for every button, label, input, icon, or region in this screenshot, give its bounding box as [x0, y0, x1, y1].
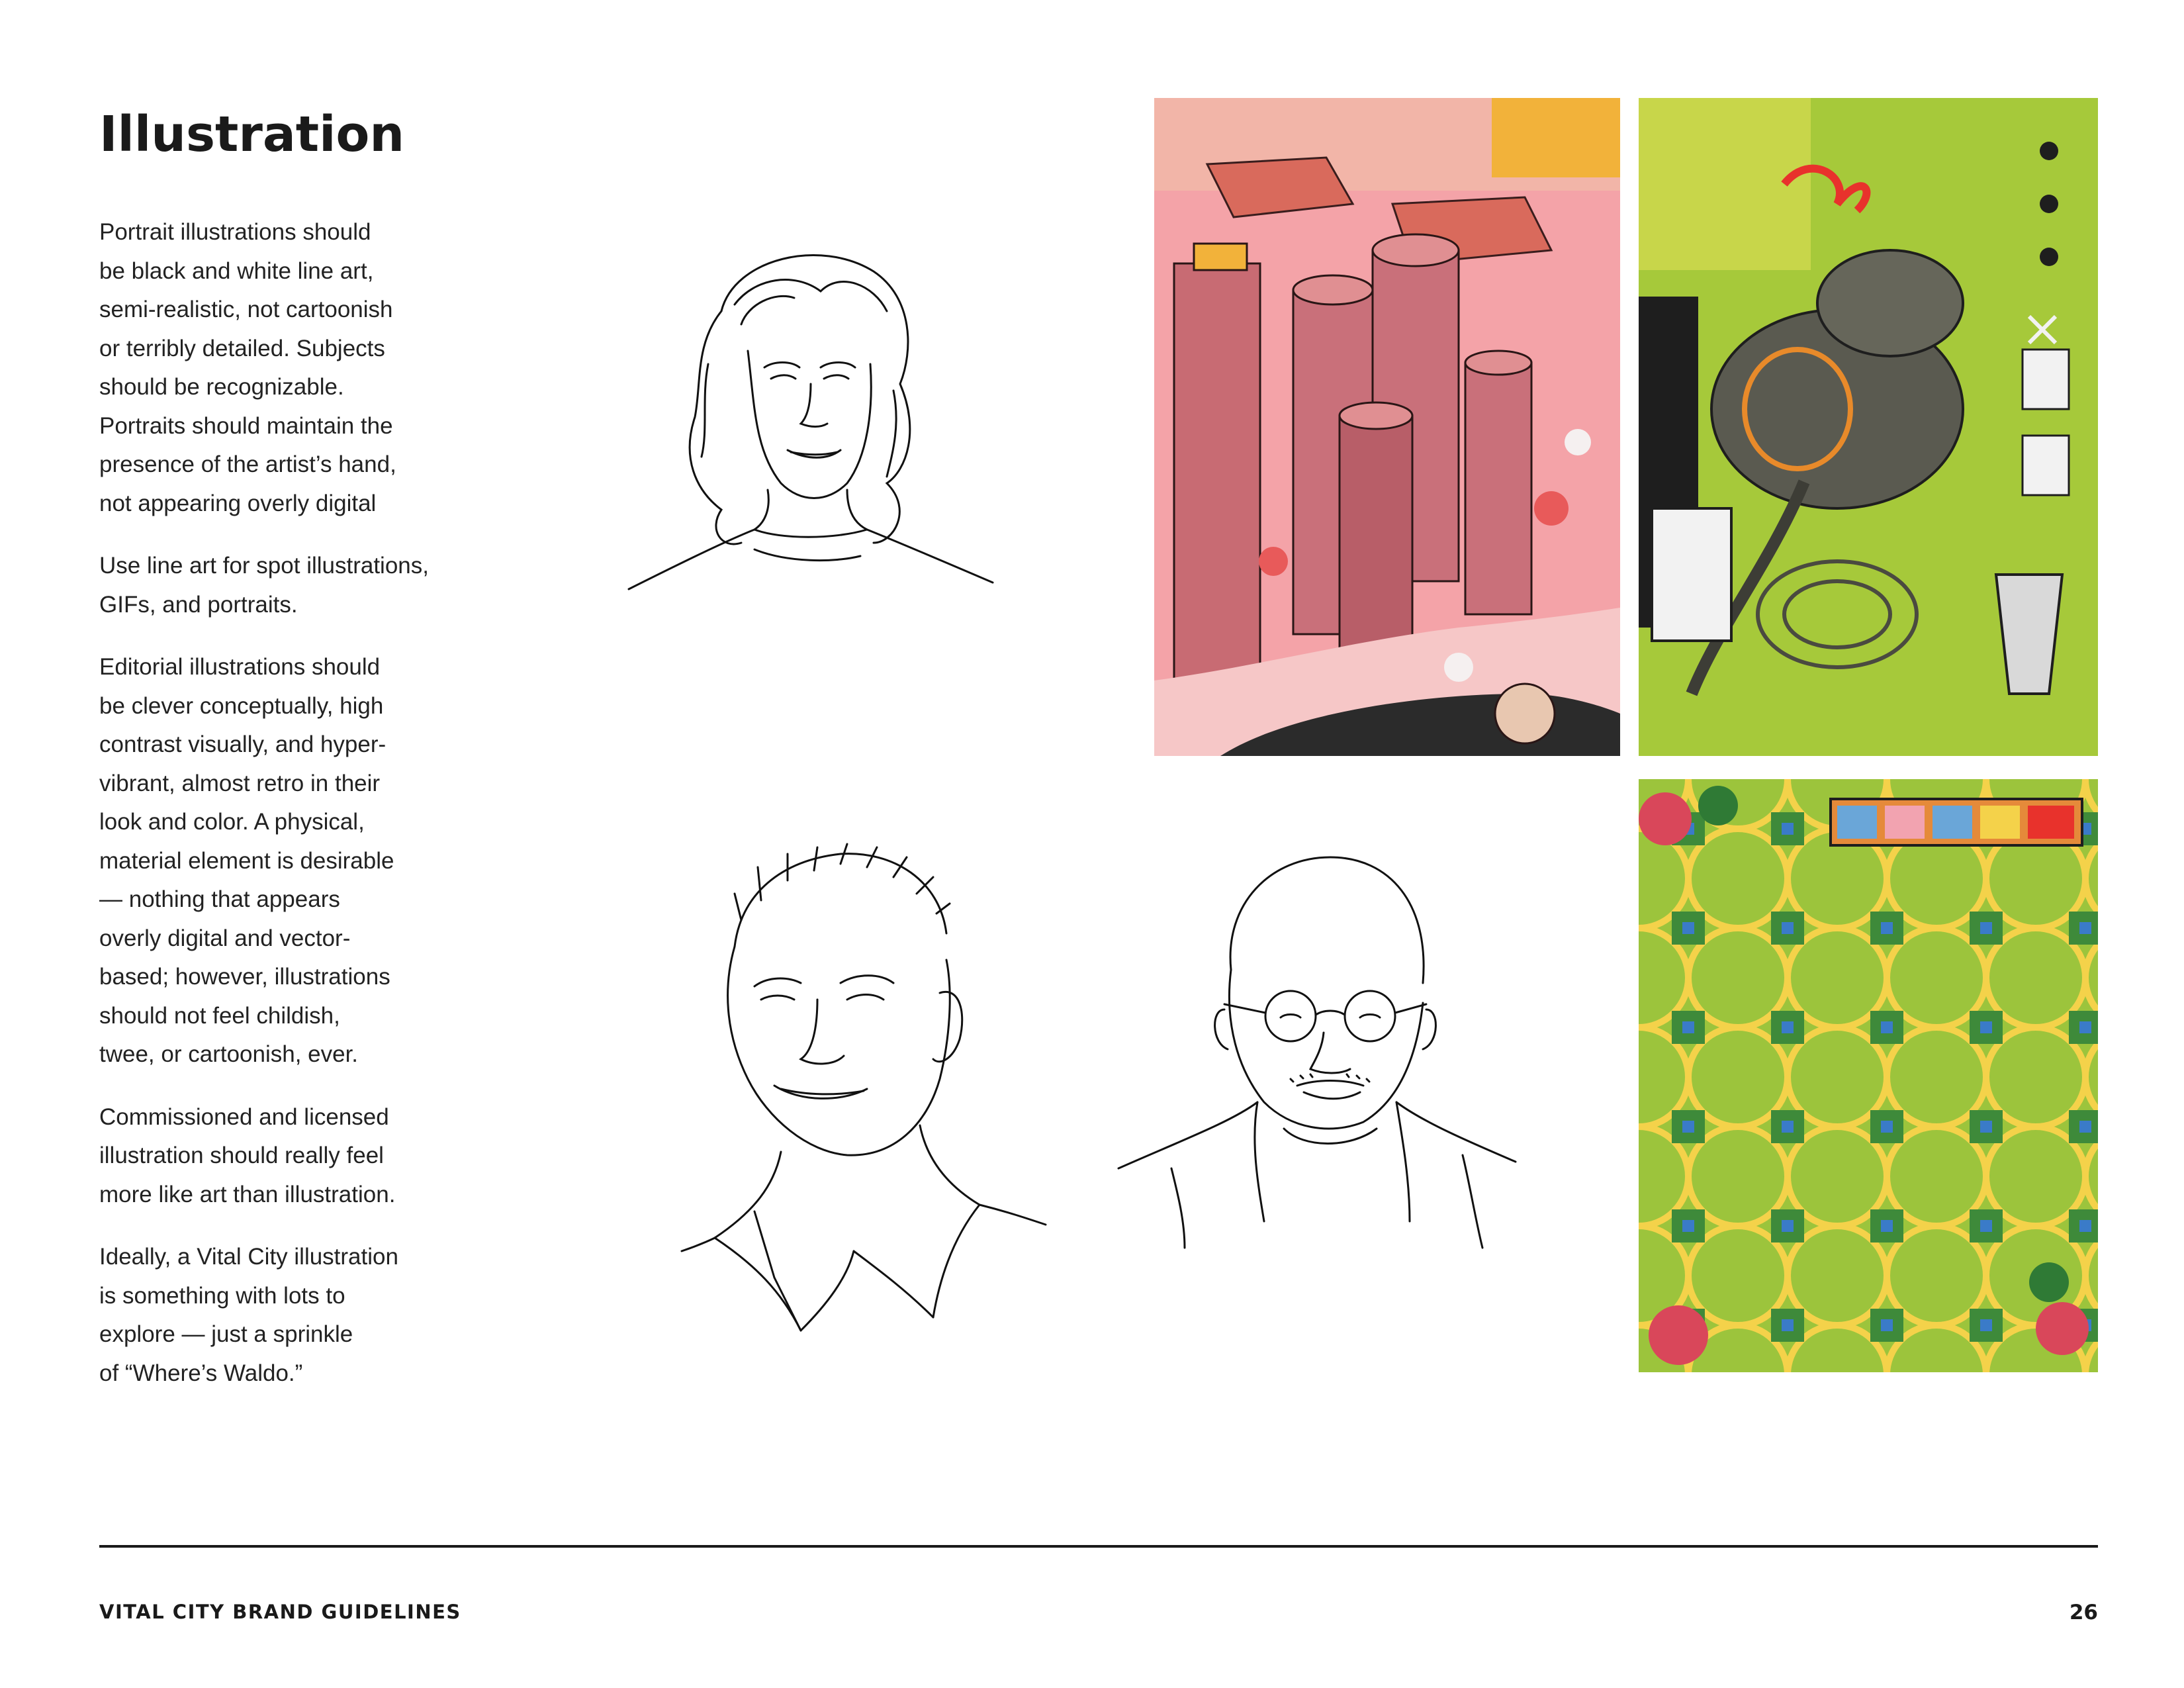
portrait-man-illustration: [675, 841, 1052, 1357]
paragraph-editorial: Editorial illustrations should be clever conceptually, high contrast visually, and hyper- vibrant, almost retro in their look and color. A physical, material element is desirable — nothing that appears overly digital and vector- based; however, illustrations should not feel childish, twee, or cartoonish, ever.: [99, 654, 394, 1067]
portrait-bald-man-illustration: [1112, 851, 1522, 1261]
paragraph-waldo: Ideally, a Vital City illustration is something with lots to explore — just a sprinkle of “Where’s Waldo.”: [99, 1244, 398, 1386]
footer-divider: [99, 1545, 2098, 1548]
page-title: Illustration: [99, 106, 405, 163]
paragraph-portraits: Portrait illustrations should be black and white line art, semi-realistic, not cartoonish or terribly detailed. Subjects should be recognizable. Portraits should maintain the presence of the artist’s hand, not appearing overly digital: [99, 219, 396, 516]
body-text: [99, 213, 483, 1417]
paragraph-commissioned: Commissioned and licensed illustration should really feel more like art than illustration.: [99, 1103, 396, 1207]
portrait-woman-illustration: [622, 232, 1006, 629]
garden-pattern-illustration: [1639, 779, 2098, 1372]
paragraph-line-art: Use line art for spot illustrations, GIFs, and portraits.: [99, 553, 429, 618]
page-number: 26: [2069, 1601, 2098, 1624]
rat-illustration: [1639, 98, 2098, 756]
footer-brand: VITAL CITY BRAND GUIDELINES: [99, 1601, 461, 1623]
city-aerial-illustration: [1154, 98, 1620, 756]
